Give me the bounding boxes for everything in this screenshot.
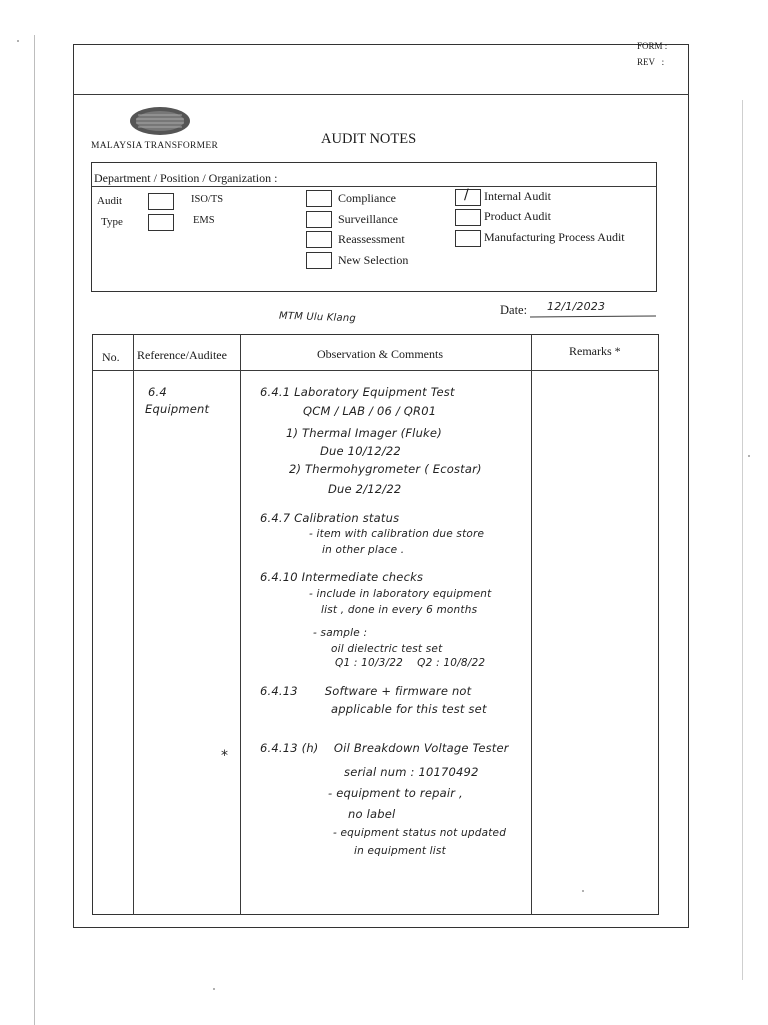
- col-divider-1: [133, 334, 134, 915]
- obs-line: in equipment list: [354, 845, 446, 857]
- obs-line: 6.4.1 Laboratory Equipment Test: [260, 385, 455, 399]
- compliance-label: Compliance: [338, 191, 396, 205]
- asterisk-mark: *: [221, 748, 229, 764]
- obs-line: - equipment to repair ,: [328, 786, 463, 800]
- obs-line: - sample :: [313, 627, 368, 639]
- scan-edge-left: [34, 35, 35, 1025]
- manufacturing-audit-checkbox[interactable]: [455, 230, 481, 247]
- reassessment-checkbox[interactable]: [306, 231, 332, 248]
- obs-line: oil dielectric test set: [331, 643, 443, 655]
- obs-line: 6.4.7 Calibration status: [260, 511, 400, 525]
- scan-speck: [17, 40, 19, 42]
- table-header-divider: [92, 370, 659, 371]
- manufacturing-audit-label: Manufacturing Process Audit: [484, 230, 625, 244]
- obs-line: in other place .: [322, 544, 405, 556]
- new-selection-checkbox[interactable]: [306, 252, 332, 269]
- date-value: 12/1/2023: [547, 300, 606, 313]
- date-label: Date:: [500, 303, 528, 317]
- obs-line: 6.4.10 Intermediate checks: [260, 570, 424, 584]
- scan-speck: [748, 455, 750, 457]
- obs-line: - include in laboratory equipment: [309, 588, 492, 600]
- department-label: Department / Position / Organization :: [94, 171, 278, 185]
- internal-audit-checkbox[interactable]: [455, 189, 481, 206]
- audit-label: Audit: [97, 195, 123, 207]
- iso-checkbox[interactable]: [148, 193, 174, 210]
- obs-line: 6.4.13 (h) Oil Breakdown Voltage Tester: [260, 741, 509, 755]
- internal-audit-label: Internal Audit: [484, 189, 551, 203]
- header-observation: Observation & Comments: [317, 347, 443, 361]
- check-mark: /: [464, 187, 469, 203]
- obs-line: Due 10/12/22: [320, 444, 401, 458]
- product-audit-label: Product Audit: [484, 209, 552, 223]
- header-remarks: Remarks *: [569, 344, 621, 358]
- ems-checkbox[interactable]: [148, 214, 174, 231]
- obs-line: 1) Thermal Imager (Fluke): [286, 426, 442, 440]
- reference-area: Equipment: [145, 402, 210, 416]
- product-audit-checkbox[interactable]: [455, 209, 481, 226]
- obs-line: - equipment status not updated: [333, 827, 507, 839]
- page-title: AUDIT NOTES: [321, 131, 417, 147]
- obs-line: no label: [348, 807, 396, 821]
- obs-line: - item with calibration due store: [309, 528, 485, 540]
- scan-edge-right: [742, 100, 743, 980]
- new-selection-label: New Selection: [338, 253, 409, 267]
- obs-line: applicable for this test set: [331, 702, 487, 716]
- type-label: Type: [101, 216, 123, 228]
- rev-label: REV :: [637, 57, 665, 67]
- iso-label: ISO/TS: [191, 194, 224, 205]
- ems-label: EMS: [193, 215, 215, 226]
- obs-line: serial num : 10170492: [344, 765, 479, 779]
- reference-clause: 6.4: [148, 385, 167, 399]
- company-logo: [128, 105, 192, 137]
- header-divider: [73, 94, 689, 95]
- obs-line: QCM / LAB / 06 / QR01: [303, 404, 437, 418]
- obs-line: list , done in every 6 months: [321, 604, 478, 616]
- obs-line: 6.4.13 Software + firmware not: [260, 684, 472, 698]
- header-no: No.: [102, 350, 120, 364]
- obs-line: Due 2/12/22: [328, 482, 402, 496]
- header-reference: Reference/Auditee: [137, 348, 227, 362]
- scan-speck: [213, 988, 215, 990]
- audit-location: MTM Ulu Klang: [278, 310, 357, 325]
- reassessment-label: Reassessment: [338, 232, 405, 246]
- company-name: MALAYSIA TRANSFORMER: [91, 141, 219, 151]
- obs-line: 2) Thermohygrometer ( Ecostar): [289, 462, 482, 476]
- surveillance-checkbox[interactable]: [306, 211, 332, 228]
- audit-info-divider: [91, 186, 657, 187]
- form-label: FORM :: [637, 41, 668, 51]
- col-divider-3: [531, 334, 532, 915]
- col-divider-2: [240, 334, 241, 915]
- compliance-checkbox[interactable]: [306, 190, 332, 207]
- surveillance-label: Surveillance: [338, 212, 398, 226]
- obs-line: Q1 : 10/3/22 Q2 : 10/8/22: [335, 657, 486, 669]
